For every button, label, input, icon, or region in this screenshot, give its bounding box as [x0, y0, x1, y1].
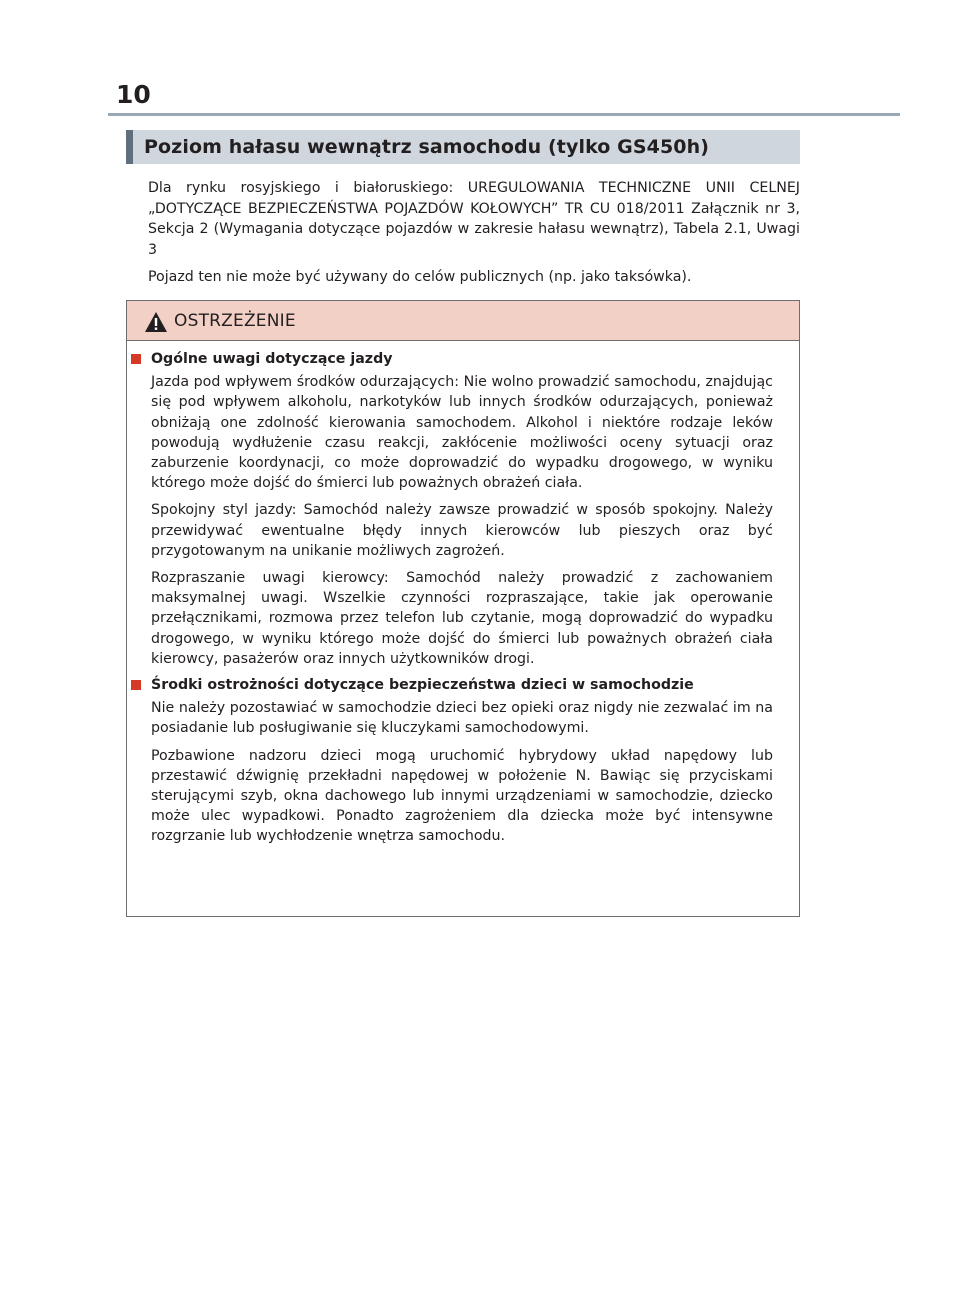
page-number: 10: [116, 80, 151, 109]
warning-header: [127, 301, 799, 341]
warning-item-paragraphs: [151, 372, 773, 669]
warning-item-title: [151, 675, 773, 695]
warning-paragraph: Nie należy pozostawiać w samochodzie dzieci bez opieki oraz nigdy nie zezwalać im na posiadanie lub posługiwanie się kluczykami samochodowymi.: [151, 700, 773, 737]
bullet-square-icon: [131, 680, 141, 690]
section-header: [126, 130, 800, 164]
section-intro: [148, 178, 800, 288]
warning-item-paragraphs: [151, 698, 773, 846]
warning-body: [127, 349, 799, 847]
bullet-square-icon: [131, 354, 141, 364]
warning-item: [151, 675, 773, 847]
warning-item-title-text: Ogólne uwagi dotyczące jazdy: [151, 351, 393, 367]
warning-box: [126, 300, 800, 917]
warning-paragraph: Rozpraszanie uwagi kierowcy: Samochód należy prowadzić z zachowaniem maksymalnej uwagi. Wszelkie czynności rozpraszające, takie jak operowanie przełącznikami, rozmowa przez telefon lub czytanie, mogą doprowadzić do wypadku drogowego, w wyniku którego może dojść do śmierci lub poważnych obrażeń ciała kierowcy, pasażerów oraz innych użytkowników drogi.: [151, 570, 773, 667]
intro-paragraph: Pojazd ten nie może być używany do celów publicznych (np. jako taksówka).: [148, 269, 692, 285]
warning-triangle-icon: [144, 309, 174, 333]
section-header-accent: [126, 130, 133, 164]
warning-paragraph: Jazda pod wpływem środków odurzających: Nie wolno prowadzić samochodu, znajdując się pod wpływem alkoholu, narkotyków lub innych środków odurzających, ponieważ obniżają one zdolność kierowania samochodem. Alkohol i niektóre rodzaje leków powodują wydłużenie czasu reakcji, zakłócenie możliwości oceny sytuacji oraz zaburzenie koordynacji, co może doprowadzić do wypadku drogowego, w wyniku którego może dojść do śmierci lub poważnych obrażeń ciała.: [151, 374, 773, 492]
warning-item-title: [151, 349, 773, 369]
section-title: Poziom hałasu wewnątrz samochodu (tylko GS450h): [144, 136, 710, 158]
warning-paragraph: Spokojny styl jazdy: Samochód należy zawsze prowadzić w sposób spokojny. Należy przewidywać ewentualne błędy innych kierowców lub pieszych oraz być przygotowanym na unikanie możliwych zagrożeń.: [151, 502, 773, 559]
warning-item: [151, 349, 773, 669]
warning-title: OSTRZEŻENIE: [174, 310, 296, 331]
warning-paragraph: Pozbawione nadzoru dzieci mogą uruchomić hybrydowy układ napędowy lub przestawić dźwignię przekładni napędowej w położenie N. Bawiąc się przyciskami sterującymi szyb, okna dachowego lub innymi urządzeniami w samochodzie, dziecko może ulec wypadkowi. Ponadto zagrożeniem dla dziecka może być intensywne rozgrzanie lub wychłodzenie wnętrza samochodu.: [151, 747, 773, 845]
intro-paragraph: Dla rynku rosyjskiego i białoruskiego: UREGULOWANIA TECHNICZNE UNII CELNEJ „DOTYCZĄCE BEZPIECZEŃSTWA POJAZDÓW KOŁOWYCH” TR CU 018/2011 Załącznik nr 3, Sekcja 2 (Wymagania dotyczące pojazdów w zakresie hałasu wewnątrz), Tabela 2.1, Uwagi 3: [148, 180, 800, 258]
warning-item-title-text: Środki ostrożności dotyczące bezpieczeństwa dzieci w samochodzie: [151, 677, 694, 694]
top-rule: [108, 113, 900, 116]
